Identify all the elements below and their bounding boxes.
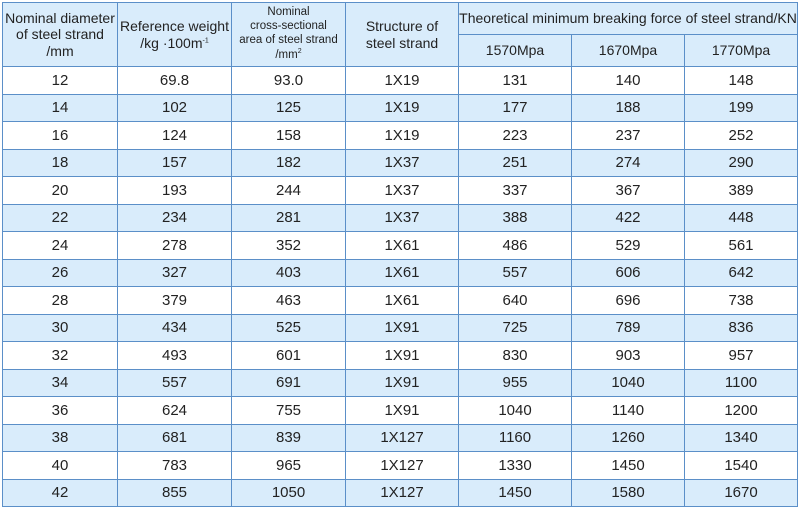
cell-weight: 624 — [118, 397, 232, 425]
table-row — [3, 149, 798, 177]
cell-structure: 1X37 — [346, 177, 459, 205]
cell-force-1670: 1580 — [572, 479, 685, 507]
cell-force-1770: 957 — [685, 342, 798, 370]
cell-area: 93.0 — [232, 67, 346, 95]
cell-diameter: 38 — [3, 424, 118, 452]
header-grade-1670: 1670Mpa — [572, 35, 685, 67]
cell-structure: 1X91 — [346, 314, 459, 342]
cell-structure: 1X127 — [346, 452, 459, 480]
cell-force-1570: 486 — [459, 232, 572, 260]
cell-area: 1050 — [232, 479, 346, 507]
header-text: cross-sectional — [250, 20, 327, 33]
cell-area: 839 — [232, 424, 346, 452]
cell-diameter: 34 — [3, 369, 118, 397]
cell-diameter: 32 — [3, 342, 118, 370]
cell-force-1570: 337 — [459, 177, 572, 205]
cell-diameter: 40 — [3, 452, 118, 480]
header-text: Nominal diameter — [5, 10, 115, 27]
cell-diameter: 12 — [3, 67, 118, 95]
table-row — [3, 479, 798, 507]
cell-structure: 1X91 — [346, 342, 459, 370]
header-cross-sectional-area — [232, 3, 346, 67]
cell-diameter: 20 — [3, 177, 118, 205]
cell-diameter: 24 — [3, 232, 118, 260]
cell-area: 352 — [232, 232, 346, 260]
header-text: Structure of — [365, 18, 439, 35]
cell-force-1570: 131 — [459, 67, 572, 95]
cell-force-1770: 290 — [685, 149, 798, 177]
cell-force-1570: 830 — [459, 342, 572, 370]
cell-force-1770: 836 — [685, 314, 798, 342]
table-row — [3, 342, 798, 370]
header-grade-1770: 1770Mpa — [685, 35, 798, 67]
cell-weight: 278 — [118, 232, 232, 260]
table-row — [3, 177, 798, 205]
cell-force-1770: 252 — [685, 122, 798, 150]
cell-force-1770: 148 — [685, 67, 798, 95]
cell-force-1570: 640 — [459, 287, 572, 315]
cell-area: 158 — [232, 122, 346, 150]
table-row — [3, 397, 798, 425]
cell-force-1670: 606 — [572, 259, 685, 287]
cell-structure: 1X19 — [346, 67, 459, 95]
header-grade-1570: 1570Mpa — [459, 35, 572, 67]
cell-weight: 493 — [118, 342, 232, 370]
cell-diameter: 28 — [3, 287, 118, 315]
cell-force-1770: 448 — [685, 204, 798, 232]
cell-diameter: 18 — [3, 149, 118, 177]
cell-area: 691 — [232, 369, 346, 397]
cell-weight: 69.8 — [118, 67, 232, 95]
cell-weight: 783 — [118, 452, 232, 480]
table-row — [3, 204, 798, 232]
table-row — [3, 232, 798, 260]
cell-diameter: 36 — [3, 397, 118, 425]
cell-force-1570: 251 — [459, 149, 572, 177]
cell-force-1670: 188 — [572, 94, 685, 122]
cell-structure: 1X37 — [346, 204, 459, 232]
header-text: /kg ·100m — [140, 34, 203, 51]
cell-structure: 1X37 — [346, 149, 459, 177]
cell-force-1670: 789 — [572, 314, 685, 342]
cell-force-1670: 274 — [572, 149, 685, 177]
cell-force-1770: 642 — [685, 259, 798, 287]
table-row — [3, 67, 798, 95]
cell-force-1770: 199 — [685, 94, 798, 122]
table-body — [3, 67, 798, 507]
header-text: steel strand — [365, 34, 439, 51]
cell-force-1670: 1260 — [572, 424, 685, 452]
cell-force-1570: 1040 — [459, 397, 572, 425]
header-text: of steel strand — [16, 26, 104, 43]
cell-diameter: 30 — [3, 314, 118, 342]
cell-force-1670: 903 — [572, 342, 685, 370]
cell-force-1770: 1340 — [685, 424, 798, 452]
header-superscript: -1 — [202, 36, 209, 44]
header-row — [3, 3, 798, 35]
cell-force-1670: 1140 — [572, 397, 685, 425]
cell-area: 403 — [232, 259, 346, 287]
header-text: /mm — [275, 48, 298, 61]
cell-area: 755 — [232, 397, 346, 425]
cell-weight: 681 — [118, 424, 232, 452]
cell-structure: 1X19 — [346, 122, 459, 150]
cell-structure: 1X61 — [346, 259, 459, 287]
cell-force-1570: 955 — [459, 369, 572, 397]
cell-area: 182 — [232, 149, 346, 177]
cell-force-1670: 696 — [572, 287, 685, 315]
cell-weight: 124 — [118, 122, 232, 150]
cell-weight: 379 — [118, 287, 232, 315]
cell-diameter: 14 — [3, 94, 118, 122]
cell-force-1570: 223 — [459, 122, 572, 150]
cell-force-1670: 140 — [572, 67, 685, 95]
cell-force-1770: 1670 — [685, 479, 798, 507]
cell-diameter: 42 — [3, 479, 118, 507]
cell-area: 525 — [232, 314, 346, 342]
header-reference-weight — [118, 3, 232, 67]
cell-weight: 234 — [118, 204, 232, 232]
cell-weight: 557 — [118, 369, 232, 397]
cell-force-1770: 389 — [685, 177, 798, 205]
cell-weight: 855 — [118, 479, 232, 507]
cell-force-1670: 237 — [572, 122, 685, 150]
cell-force-1570: 1160 — [459, 424, 572, 452]
table-row — [3, 452, 798, 480]
cell-force-1670: 1040 — [572, 369, 685, 397]
cell-weight: 157 — [118, 149, 232, 177]
cell-area: 125 — [232, 94, 346, 122]
cell-force-1570: 388 — [459, 204, 572, 232]
table-row — [3, 424, 798, 452]
cell-weight: 434 — [118, 314, 232, 342]
cell-force-1670: 529 — [572, 232, 685, 260]
cell-structure: 1X61 — [346, 232, 459, 260]
table-row — [3, 369, 798, 397]
cell-force-1570: 177 — [459, 94, 572, 122]
cell-weight: 102 — [118, 94, 232, 122]
cell-diameter: 16 — [3, 122, 118, 150]
cell-structure: 1X91 — [346, 397, 459, 425]
cell-force-1670: 422 — [572, 204, 685, 232]
cell-force-1770: 1540 — [685, 452, 798, 480]
cell-force-1570: 1330 — [459, 452, 572, 480]
cell-force-1770: 738 — [685, 287, 798, 315]
cell-force-1570: 1450 — [459, 479, 572, 507]
cell-structure: 1X19 — [346, 94, 459, 122]
cell-structure: 1X61 — [346, 287, 459, 315]
cell-area: 281 — [232, 204, 346, 232]
cell-weight: 327 — [118, 259, 232, 287]
header-text: Reference weight — [120, 18, 229, 35]
header-text: Nominal — [267, 6, 310, 19]
table-row — [3, 94, 798, 122]
table-row — [3, 259, 798, 287]
cell-force-1770: 561 — [685, 232, 798, 260]
header-breaking-force: Theoretical minimum breaking force of steel strand/KN — [459, 3, 798, 35]
cell-area: 965 — [232, 452, 346, 480]
table-row — [3, 314, 798, 342]
header-text: area of steel strand — [239, 34, 338, 47]
cell-force-1770: 1100 — [685, 369, 798, 397]
steel-strand-table — [2, 2, 798, 507]
cell-weight: 193 — [118, 177, 232, 205]
cell-force-1670: 367 — [572, 177, 685, 205]
table-row — [3, 122, 798, 150]
cell-force-1570: 725 — [459, 314, 572, 342]
cell-force-1770: 1200 — [685, 397, 798, 425]
cell-area: 463 — [232, 287, 346, 315]
cell-structure: 1X127 — [346, 424, 459, 452]
header-superscript: 2 — [297, 47, 302, 55]
cell-structure: 1X91 — [346, 369, 459, 397]
cell-structure: 1X127 — [346, 479, 459, 507]
cell-force-1670: 1450 — [572, 452, 685, 480]
cell-area: 601 — [232, 342, 346, 370]
cell-area: 244 — [232, 177, 346, 205]
header-nominal-diameter — [3, 3, 118, 67]
table-row — [3, 287, 798, 315]
cell-diameter: 22 — [3, 204, 118, 232]
cell-force-1570: 557 — [459, 259, 572, 287]
header-structure — [346, 3, 459, 67]
header-text: /mm — [46, 42, 74, 59]
cell-diameter: 26 — [3, 259, 118, 287]
